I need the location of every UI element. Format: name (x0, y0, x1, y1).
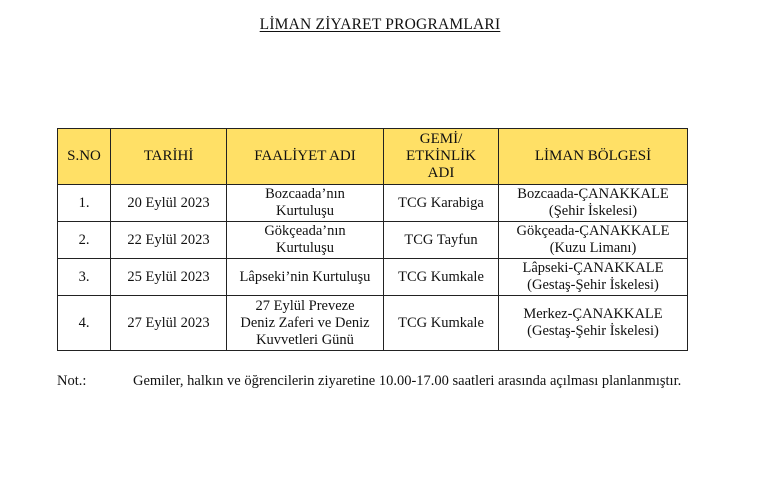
cell-port (499, 296, 688, 351)
cell-ship: TCG Karabiga (384, 185, 499, 222)
cell-ship: TCG Kumkale (384, 259, 499, 296)
cell-ship: TCG Kumkale (384, 296, 499, 351)
table-row (58, 296, 688, 351)
cell-date: 25 Eylül 2023 (111, 259, 227, 296)
cell-date: 20 Eylül 2023 (111, 185, 227, 222)
port-line: (Kuzu Limanı) (549, 240, 637, 256)
port-line: (Gestaş-Şehir İskelesi) (527, 277, 659, 293)
table-row (58, 259, 688, 296)
cell-port (499, 222, 688, 259)
cell-port (499, 185, 688, 222)
cell-ship: TCG Tayfun (384, 222, 499, 259)
port-line: (Şehir İskelesi) (548, 203, 638, 219)
port-line: Gökçeada-ÇANAKKALE (516, 223, 670, 239)
cell-sno: 3. (58, 259, 111, 296)
table-header-row (58, 129, 688, 185)
activity-line: Bozcaada’nın (265, 186, 345, 202)
cell-port (499, 259, 688, 296)
note-text: Gemiler, halkın ve öğrencilerin ziyaretine 10.00-17.00 saatleri arasında açılması planlanmıştır. (133, 373, 682, 389)
column-header-ship-line: ETKİNLİK (406, 148, 476, 164)
port-line: Lâpseki-ÇANAKKALE (522, 260, 664, 276)
activity-line: Kuvvetleri Günü (256, 331, 354, 348)
activity-line: Gökçeada’nın (264, 223, 346, 239)
cell-activity (227, 296, 384, 351)
port-line: Merkez-ÇANAKKALE (523, 306, 663, 322)
column-header-date: TARİHİ (111, 129, 227, 185)
note-label: Not.: (57, 373, 87, 389)
activity-line: Deniz Zaferi ve Deniz (240, 314, 370, 331)
activity-line: 27 Eylül Preveze (255, 297, 355, 314)
column-header-sno: S.NO (58, 129, 111, 185)
table-row (58, 185, 688, 222)
port-line: Bozcaada-ÇANAKKALE (517, 186, 669, 202)
table-row (58, 222, 688, 259)
cell-activity (227, 222, 384, 259)
column-header-ship (384, 129, 499, 185)
activity-line: Kurtuluşu (276, 240, 334, 256)
column-header-ship-line: ADI (427, 165, 455, 181)
cell-date: 27 Eylül 2023 (111, 296, 227, 351)
column-header-port: LİMAN BÖLGESİ (499, 129, 688, 185)
document-title: LİMAN ZİYARET PROGRAMLARI (259, 16, 501, 33)
port-line: (Gestaş-Şehir İskelesi) (527, 323, 659, 339)
cell-activity (227, 259, 384, 296)
cell-activity (227, 185, 384, 222)
cell-sno: 4. (58, 296, 111, 351)
footnote (57, 372, 687, 390)
cell-sno: 2. (58, 222, 111, 259)
cell-sno: 1. (58, 185, 111, 222)
activity-line: Kurtuluşu (276, 203, 334, 219)
column-header-activity: FAALİYET ADI (227, 129, 384, 185)
cell-date: 22 Eylül 2023 (111, 222, 227, 259)
port-visit-table (57, 128, 688, 351)
activity-line: Lâpseki’nin Kurtuluşu (239, 268, 371, 285)
column-header-ship-line: GEMİ/ (419, 131, 463, 147)
